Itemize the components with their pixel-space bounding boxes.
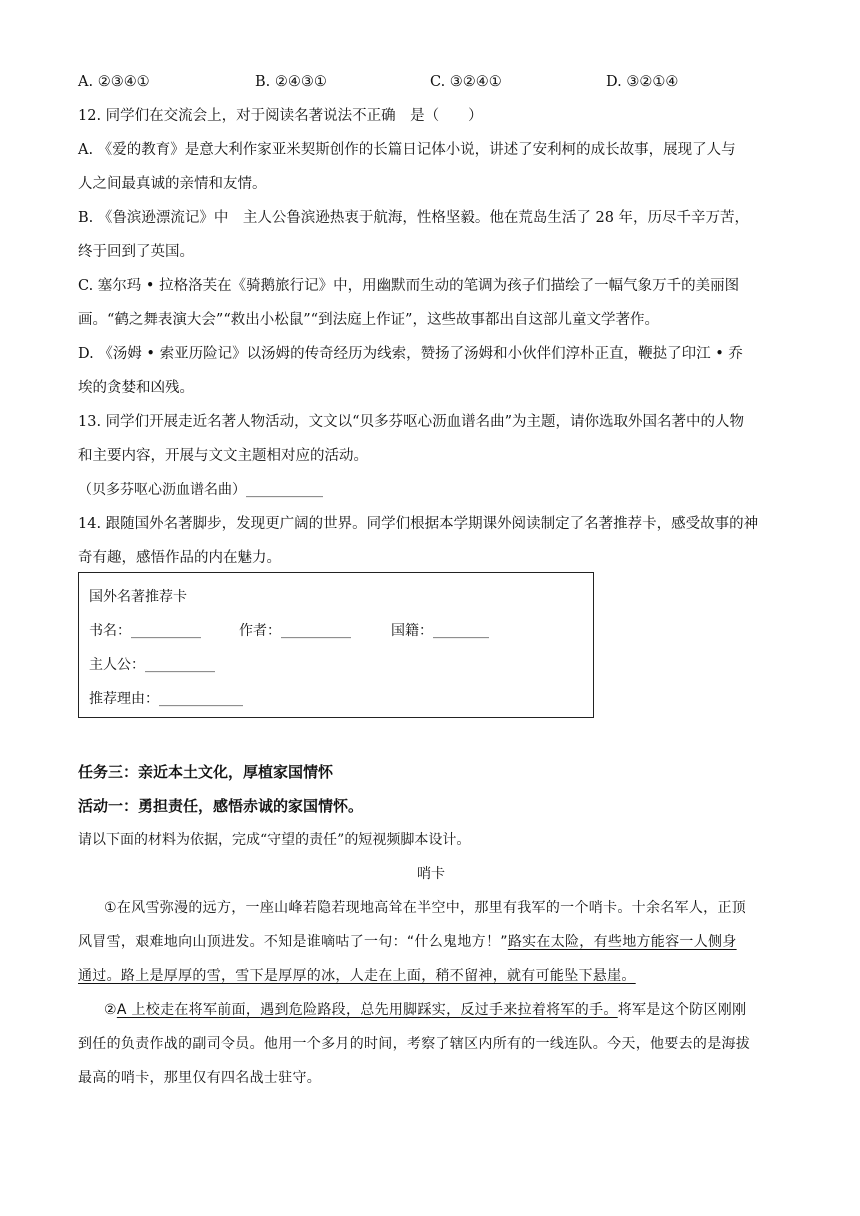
q13-line2: 和主要内容，开展与文文主题相对应的活动。 [78,448,368,464]
story-p1-line2-text: 风冒雪，艰难地向山顶进发。不知是谁嘀咕了一句：“什么鬼地方！” [78,934,508,950]
story-p2-line1-rest: 将军是这个防区刚刚 [617,1002,747,1018]
q11-option-a: A. ②③④① [78,74,150,90]
q12-option-d-line1: D. 《汤姆 • 索亚历险记》以汤姆的传奇经历为线索，赞扬了汤姆和小伙伴们淳朴正直，鞭挞了印江 • 乔 [78,346,743,362]
story-p2-line2: 到任的负责作战的副司令员。他用一个多月的时间，考察了辖区内所有的一线连队。今天，他要去的是海拔 [78,1036,751,1052]
q12-option-a-line1: A. 《爱的教育》是意大利作家亚米契斯创作的长篇日记体小说，讲述了安利柯的成长故事，展现了人与 [78,142,736,158]
q11-option-b: B. ②④③① [255,74,327,90]
q14-line2: 奇有趣，感悟作品的内在魅力。 [78,550,281,566]
q13-line1: 13. 同学们开展走近名著人物活动，文文以“贝多芬呕心沥血谱名曲”为主题，请你选取外国名著中的人物 [78,414,744,430]
story-title: 哨卡 [417,866,445,882]
q12-option-d-line2: 埃的贪婪和凶残。 [78,380,194,396]
q12-stem: 12. 同学们在交流会上，对于阅读名著说法不正确 是（ ） [78,108,483,124]
story-p1-underlined-a: 路实在太险，有些地方能容一人侧身 [507,934,737,950]
story-p1-line2 [78,932,737,952]
card-hero-field[interactable]: 主人公：__________ [89,657,215,673]
q12-option-c-line2: 画。“鹤之舞表演大会”“救出小松鼠”“到法庭上作证”，这些故事都出自这部儿童文学著作。 [78,312,659,328]
task3-heading: 任务三：亲近本土文化，厚植家国情怀 [78,763,334,781]
q12-option-b-line1: B. 《鲁滨逊漂流记》中 主人公鲁滨逊热衷于航海，性格坚毅。他在荒岛生活了 28 年，历尽千辛万苦， [78,210,750,226]
task3-instruction: 请以下面的材料为依据，完成“守望的责任”的短视频脚本设计。 [78,832,471,848]
q13-answer-blank[interactable]: （贝多芬呕心沥血谱名曲）___________ [78,482,323,498]
card-reason-field[interactable]: 推荐理由：____________ [89,691,243,707]
q11-option-c: C. ③②④① [430,74,502,90]
story-p1-line3 [78,966,636,986]
q11-option-d: D. ③②①④ [606,74,679,90]
q12-option-c-line1: C. 塞尔玛 • 拉格洛芙在《骑鹅旅行记》中，用幽默而生动的笔调为孩子们描绘了一幅气象万千的美丽图 [78,278,740,294]
story-p2-marker: ② [104,1002,117,1018]
card-author-field[interactable]: 作者：__________ [239,623,351,639]
card-nation-field[interactable]: 国籍：________ [391,623,489,639]
story-p2-underlined: A 上校走在将军前面，遇到危险路段，总先用脚踩实，反过手来拉着将军的手。 [116,1002,618,1018]
story-p2-line3: 最高的哨卡，那里仅有四名战士驻守。 [78,1070,322,1086]
q12-option-a-line2: 人之间最真诚的亲情和友情。 [78,176,267,192]
q14-line1: 14. 跟随国外名著脚步，发现更广阔的世界。同学们根据本学期课外阅读制定了名著推荐卡，感受故事的神 [78,516,759,532]
story-p1-line1: ①在风雪弥漫的远方，一座山峰若隐若现地高耸在半空中，那里有我军的一个哨卡。十余名军人，正顶 [104,900,747,916]
recommendation-card [78,572,594,718]
q12-option-b-line2: 终于回到了英国。 [78,244,194,260]
card-title: 国外名著推荐卡 [89,589,187,605]
activity1-heading: 活动一：勇担责任，感悟赤诚的家国情怀。 [78,797,364,815]
card-book-field[interactable]: 书名：__________ [89,623,201,639]
story-p1-underlined-b: 通过。路上是厚厚的雪，雪下是厚厚的冰，人走在上面，稍不留神，就有可能坠下悬崖。 [78,968,636,984]
story-p2-line1 [104,1000,746,1020]
